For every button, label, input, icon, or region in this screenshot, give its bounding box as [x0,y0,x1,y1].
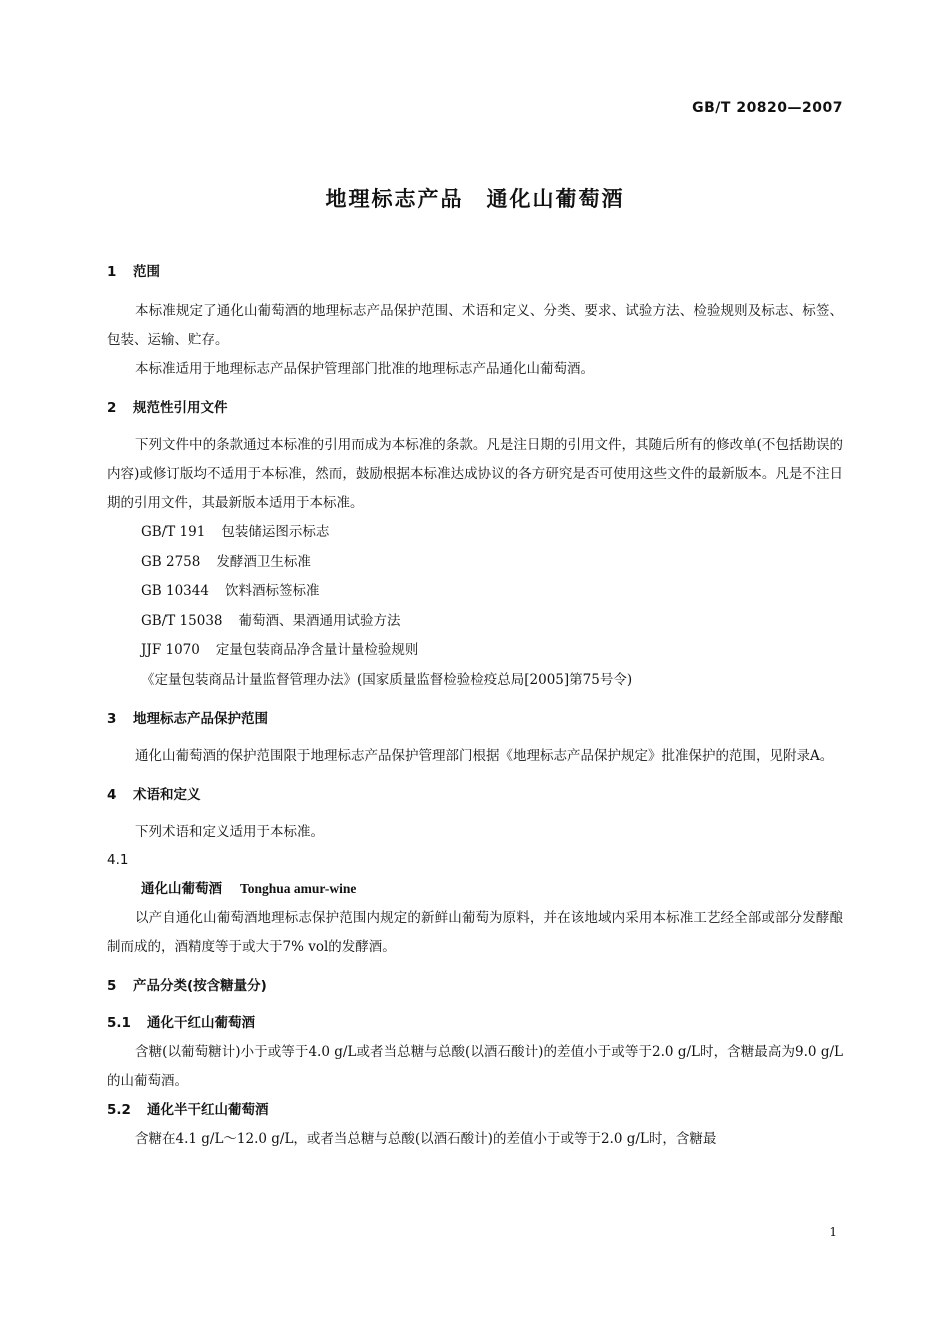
section-number: 5 [107,978,117,994]
section-title: 术语和定义 [133,787,201,803]
paragraph: 本标准规定了通化山葡萄酒的地理标志产品保护范围、术语和定义、分类、要求、试验方法、检验规则及标志、标签、包装、运输、贮存。 [107,303,843,348]
reference-title: 发酵酒卫生标准 [216,553,311,570]
reference-item [107,607,843,637]
paragraph: 含糖(以葡萄糖计)小于或等于4.0 g/L或者当总糖与总酸(以酒石酸计)的差值小于或等于2.0 g/L时，含糖最高为9.0 g/L的山葡萄酒。 [107,1044,843,1089]
paragraph: 含糖在4.1 g/L～12.0 g/L，或者当总糖与总酸(以酒石酸计)的差值小于或等于2.0 g/L时，含糖最 [135,1131,717,1147]
reference-code: JJF 1070 [141,642,200,658]
reference-code: GB/T 15038 [141,612,223,629]
section-2-heading [107,394,843,423]
section-1-heading [107,258,843,287]
term-number: 4.1 [107,852,129,868]
section-3-heading [107,705,843,734]
paragraph: 通化山葡萄酒的保护范围限于地理标志产品保护管理部门根据《地理标志产品保护规定》批准保护的范围，见附录A。 [135,748,834,764]
subsection-5-1-heading [107,1009,843,1038]
subsection-5-2-heading [107,1096,843,1125]
reference-code: GB 10344 [141,583,209,599]
section-4-heading [107,781,843,810]
section-5-heading [107,972,843,1001]
subsection-number: 5.2 [107,1102,131,1118]
term-definition: 以产自通化山葡萄酒地理标志保护范围内规定的新鲜山葡萄为原料，并在该地域内采用本标准工艺经全部或部分发酵酿制而成的，酒精度等于或大于7% vol的发酵酒。 [107,910,843,955]
section-number: 3 [107,711,117,727]
section-title: 范围 [133,264,160,280]
subsection-title: 通化半干红山葡萄酒 [147,1102,269,1118]
section-title: 地理标志产品保护范围 [133,711,268,727]
subsection-number: 5.1 [107,1015,131,1031]
reference-item [107,577,843,607]
reference-code: GB 2758 [141,553,201,570]
reference-item [107,518,843,548]
paragraph: 本标准适用于地理标志产品保护管理部门批准的地理标志产品通化山葡萄酒。 [135,361,594,377]
reference-title: 包装储运图示标志 [221,524,330,540]
page-number: 1 [829,1225,837,1239]
subsection-title: 通化干红山葡萄酒 [147,1015,255,1031]
document-title: 地理标志产品 通化山葡萄酒 [325,187,625,211]
reference-code: GB/T 191 [141,524,206,540]
reference-item [107,548,843,578]
reference-title: 饮料酒标签标准 [224,583,320,599]
reference-title: 定量包装商品净含量计量检验规则 [215,642,419,658]
reference-title: 葡萄酒、果酒通用试验方法 [238,612,401,629]
section-number: 2 [107,400,117,416]
section-title: 产品分类(按含糖量分) [133,978,267,994]
section-title: 规范性引用文件 [133,400,228,416]
reference-item [107,636,843,666]
reference-decree: 《定量包装商品计量监督管理办法》(国家质量监督检验检疫总局[2005]第75号令) [141,671,633,688]
section-number: 4 [107,787,117,803]
term-chinese: 通化山葡萄酒 [141,881,222,897]
section-number: 1 [107,264,117,280]
paragraph: 下列术语和定义适用于本标准。 [135,824,324,840]
paragraph: 下列文件中的条款通过本标准的引用而成为本标准的条款。凡是注日期的引用文件，其随后所有的修改单(不包括勘误的内容)或修订版均不适用于本标准，然而，鼓励根据本标准达成协议的各方研究是否可使用这些文件的最新版本。凡是不注日期的引用文件，其最新版本适用于本标准。 [107,437,843,511]
term-english: Tonghua amur-wine [240,881,357,896]
document-body [107,258,843,1154]
term-heading [107,874,843,904]
standard-number: GB/T 20820—2007 [692,100,843,116]
